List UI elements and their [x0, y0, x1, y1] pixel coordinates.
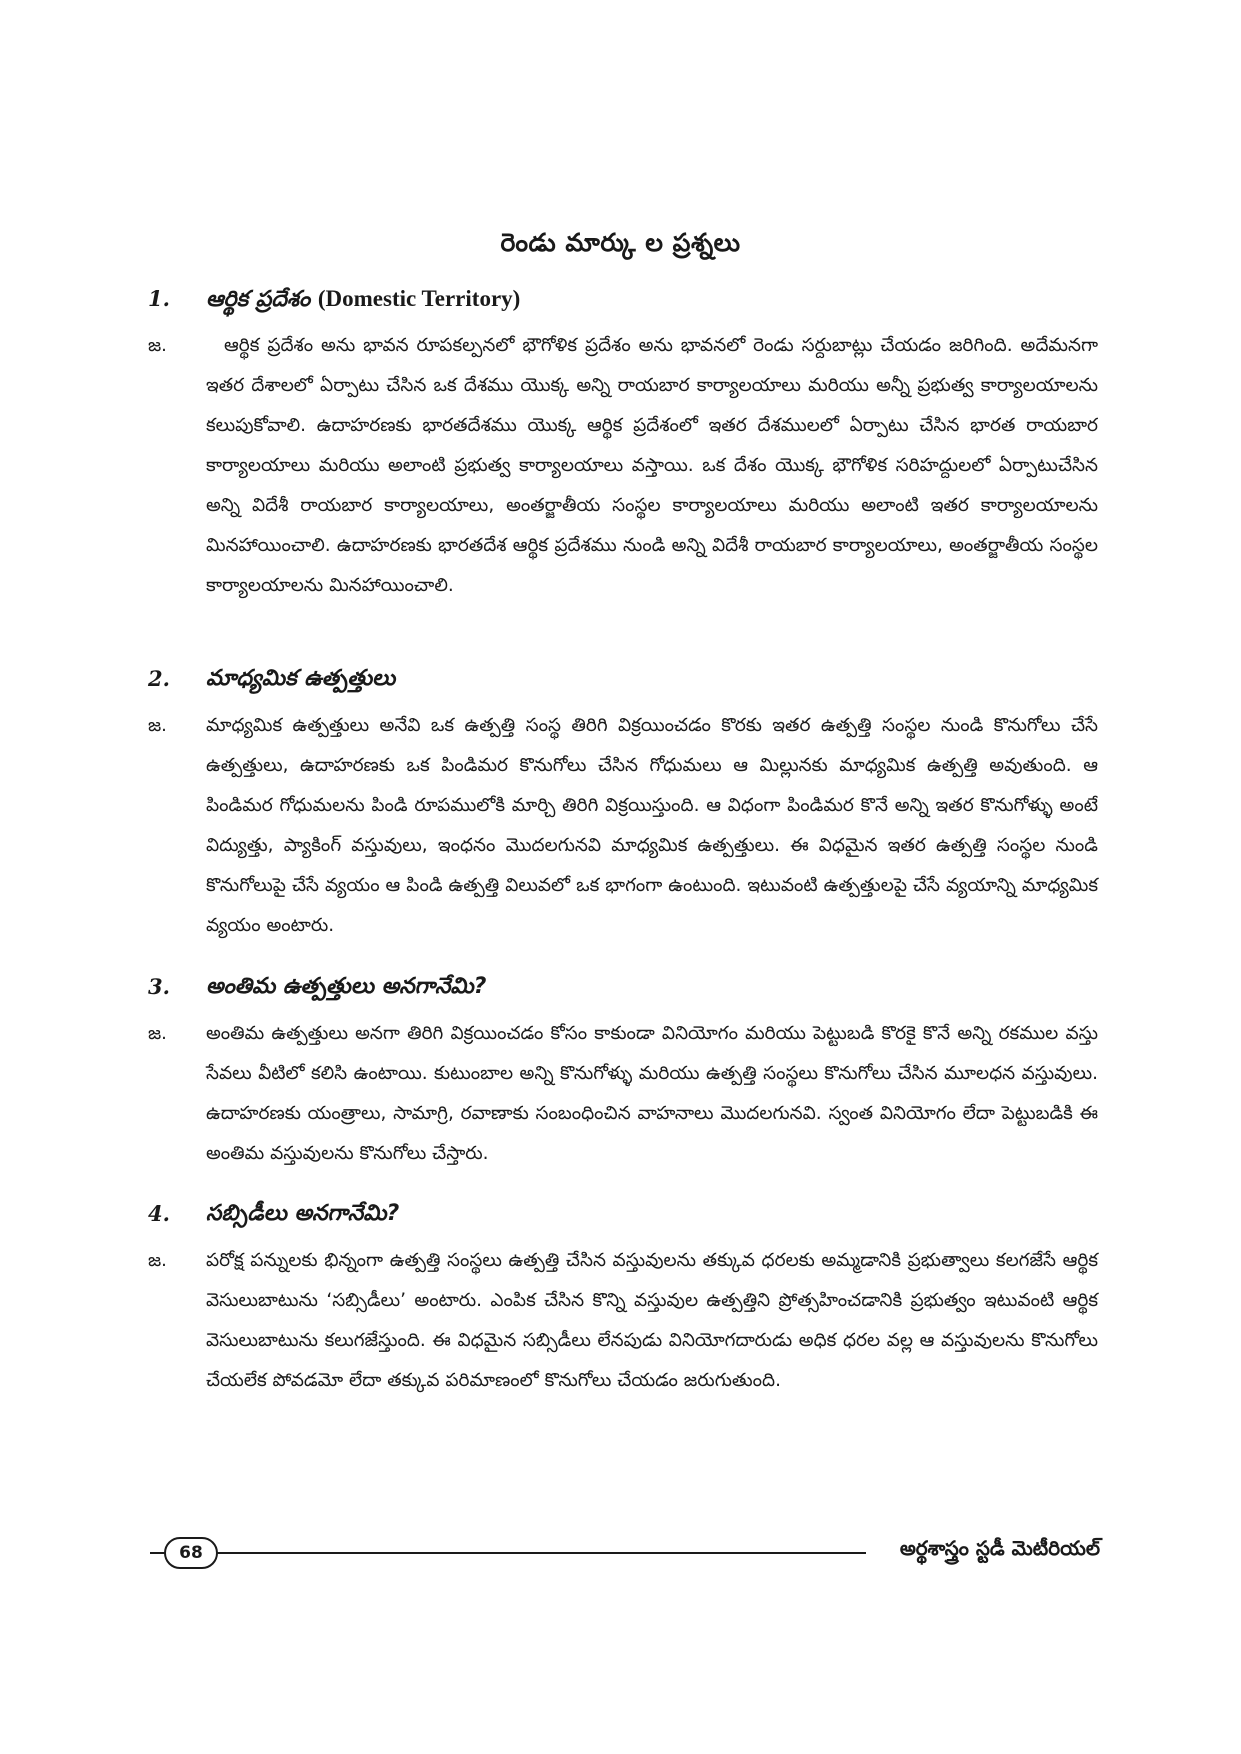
question-title-text: ఆర్థిక ప్రదేశం [206, 287, 311, 312]
answer-block [148, 1241, 1098, 1401]
question-title [148, 280, 1098, 320]
answer-text: పరోక్ష పన్నులకు భిన్నంగా ఉత్పత్తి సంస్థలు ఉత్పత్తి చేసిన వస్తువులను తక్కువ ధరలకు అమ్మడానికి ప్రభుత్వాలు కలగజేసే ఆర్థిక వెసులుబాటును ‘సబ్సిడీలు’ అంటారు. ఎంపిక చేసిన కొన్ని వస్తువుల ఉత్పత్తిని ప్రోత్సహించడానికి ప్రభుత్వం ఇటువంటి ఆర్థిక వెసులుబాటును కలుగజేస్తుంది. ఈ విధమైన సబ్సిడీలు లేనపుడు వినియోగదారుడు అధిక ధరల వల్ల ఆ వస్తువులను కొనుగోలు చేయలేక పోవడమో లేదా తక్కువ పరిమాణంలో కొనుగోలు చేయడం జరుగుతుంది. [206, 1250, 1098, 1391]
question-title [148, 968, 1098, 1008]
answer-marker: జ. [148, 335, 167, 356]
answer-block [148, 326, 1098, 606]
answer-marker: జ. [148, 1023, 167, 1044]
footer-title: అర్థశాస్త్రం స్టడీ మెటీరియల్ [899, 1536, 1100, 1560]
question-4 [148, 1195, 1098, 1401]
question-title-text: సబ్సిడీలు అనగానేమి? [206, 1201, 400, 1226]
answer-marker: జ. [148, 1250, 167, 1271]
question-title-english: (Domestic Territory) [317, 286, 521, 311]
answer-text: మాధ్యమిక ఉత్పత్తులు అనేవి ఒక ఉత్పత్తి సంస్థ తిరిగి విక్రయించడం కొరకు ఇతర ఉత్పత్తి సంస్థల నుండి కొనుగోలు చేసే ఉత్పత్తులు, ఉదాహరణకు ఒక పిండిమర కొనుగోలు చేసిన గోధుమలు ఆ మిల్లునకు మాధ్యమిక ఉత్పత్తి అవుతుంది. ఆ పిండిమర గోధుమలను పిండి రూపములోకి మార్చి తిరిగి విక్రయిస్తుంది. ఆ విధంగా పిండిమర కొనే అన్ని ఇతర కొనుగోళ్ళు అంటే విద్యుత్తు, ప్యాకింగ్ వస్తువులు, ఇంధనం మొదలగునవి మాధ్యమిక ఉత్పత్తులు. ఈ విధమైన ఇతర ఉత్పత్తి సంస్థల నుండి కొనుగోలుపై చేసే వ్యయం ఆ పిండి ఉత్పత్తి విలువలో ఒక భాగంగా ఉంటుంది. ఇటువంటి ఉత్పత్తులపై చేసే వ్యయాన్ని మాధ్యమిక వ్యయం అంటారు. [206, 715, 1098, 936]
question-title [148, 1195, 1098, 1235]
question-1 [148, 280, 1098, 606]
answer-text: అంతిమ ఉత్పత్తులు అనగా తిరిగి విక్రయించడం కోసం కాకుండా వినియోగం మరియు పెట్టుబడి కొరకై కొనే అన్ని రకముల వస్తు సేవలు వీటిలో కలిసి ఉంటాయి. కుటుంబాల అన్ని కొనుగోళ్ళు మరియు ఉత్పత్తి సంస్థలు కొనుగోలు చేసిన మూలధన వస్తువులు. ఉదాహరణకు యంత్రాలు, సామాగ్రి, రవాణాకు సంబంధించిన వాహనాలు మొదలగునవి. స్వంత వినియోగం లేదా పెట్టుబడికి ఈ అంతిమ వస్తువులను కొనుగోలు చేస్తారు. [206, 1023, 1098, 1164]
page-heading: రెండు మార్కు ల ప్రశ్నలు [500, 228, 741, 257]
question-2 [148, 660, 1098, 946]
page-footer [150, 1532, 1100, 1572]
question-number: 1. [148, 286, 170, 311]
question-number: 3. [148, 974, 170, 999]
page-number: 68 [164, 1537, 218, 1569]
question-title-text: మాధ్యమిక ఉత్పత్తులు [206, 666, 396, 691]
answer-block [148, 1014, 1098, 1174]
question-title-text: అంతిమ ఉత్పత్తులు అనగానేమి? [206, 974, 487, 999]
answer-marker: జ. [148, 715, 167, 736]
answer-block [148, 706, 1098, 946]
answer-text: ఆర్థిక ప్రదేశం అను భావన రూపకల్పనలో భౌగోళిక ప్రదేశం అను భావనలో రెండు సర్దుబాట్లు చేయడం జరిగింది. అదేమనగా ఇతర దేశాలలో ఏర్పాటు చేసిన ఒక దేశము యొక్క అన్ని రాయబార కార్యాలయాలు మరియు అన్నీ ప్రభుత్వ కార్యాలయాలను కలుపుకోవాలి. ఉదాహరణకు భారతదేశము యొక్క ఆర్థిక ప్రదేశంలో ఇతర దేశములలో ఏర్పాటు చేసిన భారత రాయబార కార్యాలయాలు మరియు అలాంటి ప్రభుత్వ కార్యాలయాలు వస్తాయి. ఒక దేశం యొక్క భౌగోళిక సరిహద్దులలో ఏర్పాటుచేసిన అన్ని విదేశీ రాయబార కార్యాలయాలు, అంతర్జాతీయ సంస్థల కార్యాలయాలు మరియు అలాంటి ఇతర కార్యాలయాలను మినహాయించాలి. ఉదాహరణకు భారతదేశ ఆర్థిక ప్రదేశము నుండి అన్ని విదేశీ రాయబార కార్యాలయాలు, అంతర్జాతీయ సంస్థల కార్యాలయాలను మినహాయించాలి. [206, 335, 1098, 596]
footer-rule [150, 1552, 866, 1554]
question-3 [148, 968, 1098, 1174]
question-number: 2. [148, 666, 170, 691]
question-title [148, 660, 1098, 700]
question-number: 4. [148, 1201, 170, 1226]
